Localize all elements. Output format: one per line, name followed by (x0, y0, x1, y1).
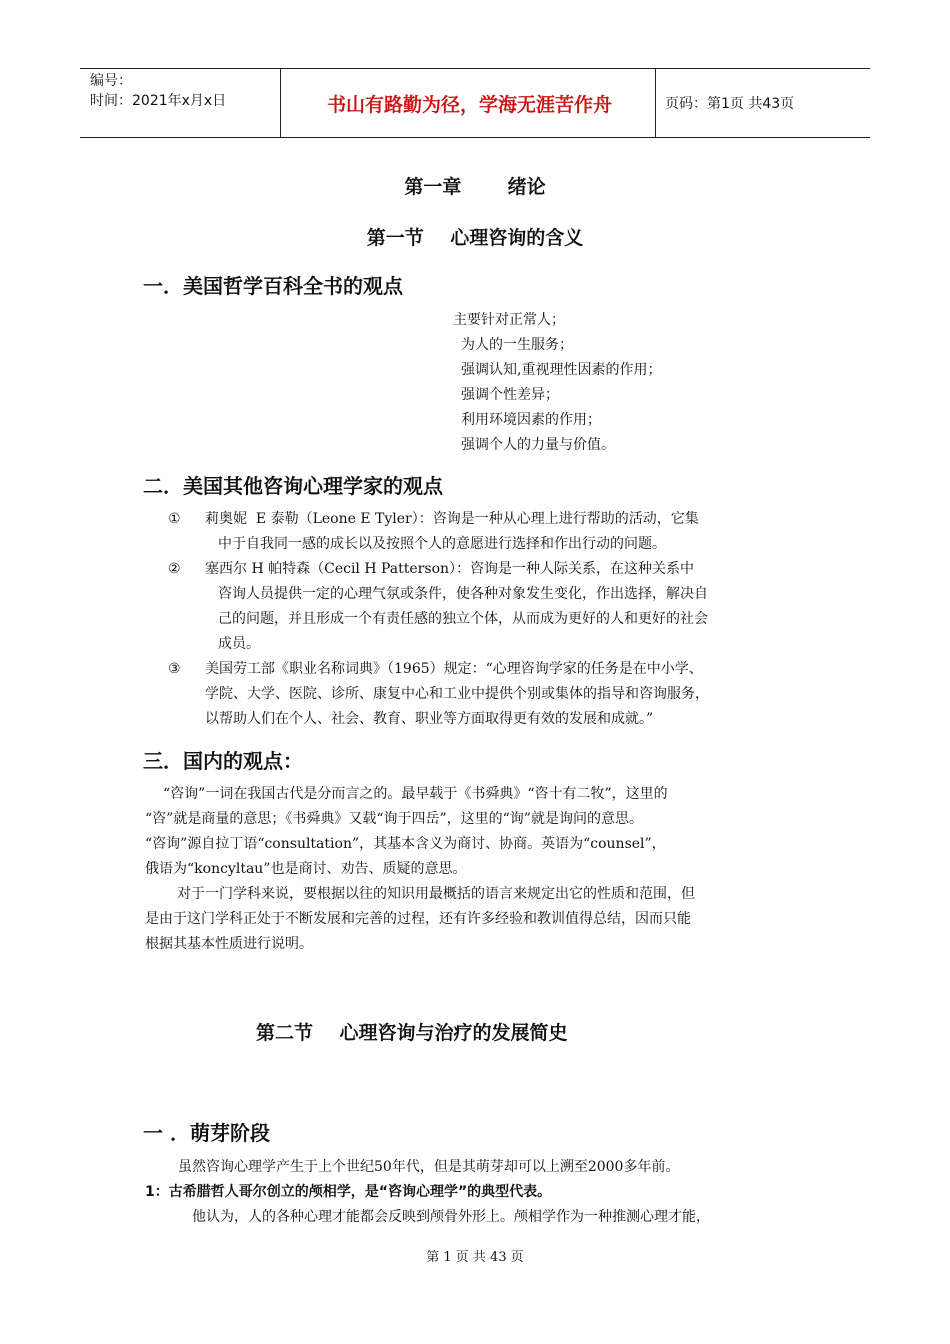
section-title: 第一节 心理咨询的含义 (366, 227, 584, 249)
paragraph-line: 他认为，人的各种心理才能都会反映到颅骨外形上。颅相学作为一种推测心理才能， (192, 1209, 710, 1225)
paragraph-line: 根据其基本性质进行说明。 (145, 936, 313, 952)
header-left (90, 71, 226, 111)
list-item-line: 学院、大学、医院、诊所、康复中心和工业中提供个别或集体的指导和咨询服务， (205, 686, 709, 702)
part1-line: 强调个人的力量与价值。 (461, 437, 615, 453)
paragraph-line: 虽然咨询心理学产生于上个世纪50年代，但是其萌芽却可以上溯至2000多年前。 (178, 1159, 680, 1175)
paragraph-line: 是由于这门学科正处于不断发展和完善的过程，还有许多经验和教训值得总结，因而只能 (145, 911, 691, 927)
list-item-line: 塞西尔 H 帕特森（Cecil H Patterson）：咨询是一种人际关系，在这种关系中 (205, 561, 695, 577)
section-title: 第二节 心理咨询与治疗的发展简史 (256, 1022, 568, 1044)
paragraph-line: “咨询”源自拉丁语“consultation”，其基本含义为商讨、协商。英语为“counsel”， (145, 836, 666, 852)
list-item-line: 中于自我同一感的成长以及按照个人的意愿进行选择和作出行动的问题。 (218, 536, 666, 552)
paragraph-line: 俄语为“koncyltau”也是商讨、劝告、质疑的意思。 (145, 861, 467, 877)
list-marker: ① (168, 511, 181, 527)
list-item-line: 莉奥妮 E 泰勒（Leone E Tyler）：咨询是一种从心理上进行帮助的活动，它集 (205, 511, 699, 527)
header-number-label: 编号： (90, 73, 132, 89)
part4-heading: 一 ．萌芽阶段 (143, 1121, 270, 1145)
part2-heading: 二．美国其他咨询心理学家的观点 (143, 474, 443, 498)
paragraph-line: “咨”就是商量的意思；《书舜典》又载“询于四岳”，这里的“询”就是询问的意思。 (145, 811, 643, 827)
page-footer: 第 1 页 共 43 页 (426, 1250, 524, 1265)
part1-line: 利用环境因素的作用； (461, 412, 601, 428)
header-table (80, 68, 870, 138)
header-page-label: 页码：第1页 共43页 (665, 96, 795, 112)
paragraph-line: “咨询”一词在我国古代是分而言之的。最早载于《书舜典》“咨十有二牧”，这里的 (163, 786, 668, 802)
list-item-line: 美国劳工部《职业名称词典》（1965）规定：“心理咨询学家的任务是在中小学、 (205, 661, 703, 677)
list-item-line: 咨询人员提供一定的心理气氛或条件，使各种对象发生变化，作出选择，解决自 (218, 586, 708, 602)
part1-heading: 一．美国哲学百科全书的观点 (143, 274, 403, 298)
list-marker: ② (168, 561, 181, 577)
part3-heading: 三．国内的观点： (143, 749, 303, 773)
header-date-label: 时间：2021年x月x日 (90, 93, 227, 109)
part1-line: 强调认知,重视理性因素的作用； (461, 362, 662, 378)
part1-line: 主要针对正常人； (453, 312, 565, 328)
part1-line: 强调个性差异； (461, 387, 559, 403)
paragraph-line: 对于一门学科来说，要根据以往的知识用最概括的语言来规定出它的性质和范围，但 (177, 886, 695, 902)
part1-line: 为人的一生服务； (461, 337, 573, 353)
list-item-line: 成员。 (218, 636, 260, 652)
list-item-line: 以帮助人们在个人、社会、教育、职业等方面取得更有效的发展和成就。” (205, 711, 654, 727)
header-motto: 书山有路勤为径，学海无涯苦作舟 (326, 93, 612, 116)
chapter-title: 第一章 绪论 (404, 176, 546, 198)
list-marker: ③ (168, 661, 181, 677)
header-divider (280, 69, 281, 137)
subheading: 1：古希腊哲人哥尔创立的颅相学，是“咨询心理学”的典型代表。 (145, 1184, 552, 1200)
list-item-line: 己的问题，并且形成一个有责任感的独立个体，从而成为更好的人和更好的社会 (218, 611, 708, 627)
